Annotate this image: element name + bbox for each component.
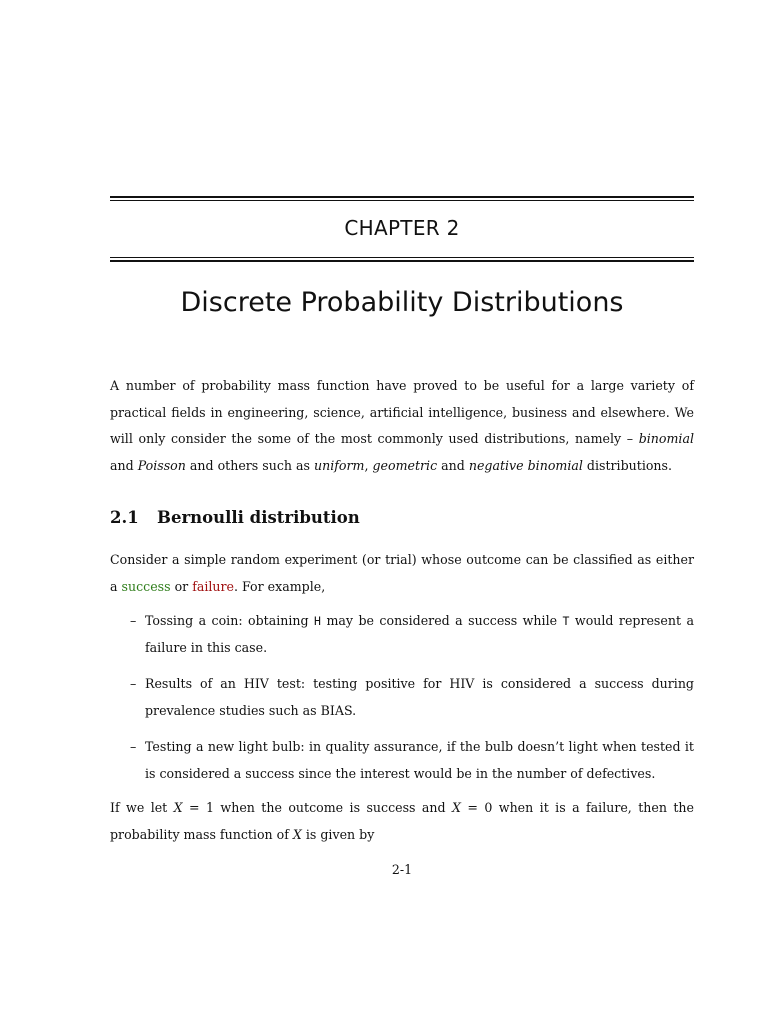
code-h: H	[314, 614, 321, 628]
section-number: 2.1	[110, 508, 139, 527]
pmf-paragraph: If we let X = 1 when the outcome is success and X = 0 when it is a failure, then the probability mass function of X is given by	[110, 800, 694, 842]
term-geometric: geometric	[372, 457, 438, 473]
chapter-label: CHAPTER 2	[344, 216, 460, 240]
term-poisson: Poisson	[137, 457, 186, 473]
page-number: 2-1	[391, 862, 413, 877]
list-item: – Tossing a coin: obtaining H may be considered a success while T would represent a failure in this case.	[110, 608, 694, 661]
term-failure: failure	[192, 578, 234, 594]
dash-marker: –	[130, 613, 137, 628]
bernoulli-intro-paragraph: Consider a simple random experiment (or trial) whose outcome can be classified as either a success or failure. For example,	[110, 552, 694, 594]
list-item: – Results of an HIV test: testing positive for HIV is considered a success during prevalence studies such as BIAS.	[110, 671, 694, 724]
term-uniform: uniform	[314, 457, 365, 473]
dash-marker: –	[130, 739, 137, 754]
chapter-bottom-rule	[110, 257, 694, 262]
section-heading	[110, 508, 360, 527]
term-success: success	[121, 578, 171, 594]
dash-marker: –	[130, 676, 137, 691]
chapter-title: Discrete Probability Distributions	[180, 287, 624, 318]
list-item: – Testing a new light bulb: in quality assurance, if the bulb doesn’t light when tested it is considered a success since the interest would be in the number of defectives.	[110, 734, 694, 787]
chapter-top-rule	[110, 196, 694, 201]
code-t: T	[562, 614, 570, 628]
examples-list	[110, 608, 694, 797]
math-x: X	[292, 826, 302, 842]
intro-paragraph: A number of probability mass function have proved to be useful for a large variety of practical fields in engineering, science, artificial intelligence, business and elsewhere. We will only consider the some of the most commonly used distributions, namely – binomial and Poisson and others such as uniform, geometric and negative binomial distributions.	[110, 378, 694, 473]
term-binomial: binomial	[638, 431, 694, 446]
section-title: Bernoulli distribution	[157, 508, 360, 527]
term-negative-binomial: negative binomial	[468, 457, 583, 473]
math-x: X	[452, 800, 461, 815]
math-x: X	[173, 800, 183, 815]
